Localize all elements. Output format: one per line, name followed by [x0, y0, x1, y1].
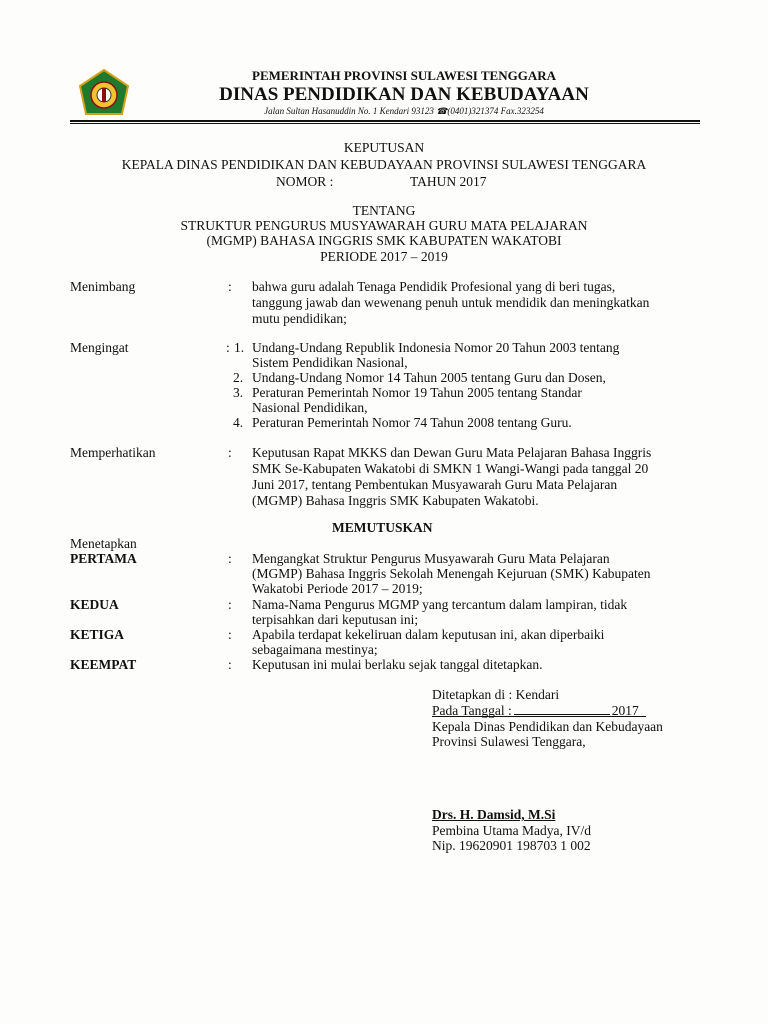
mengingat-item-number: 2.	[233, 370, 244, 385]
subject-line-2: (MGMP) BAHASA INGGRIS SMK KABUPATEN WAKATOBI	[206, 233, 562, 248]
signature-date-underline	[432, 716, 646, 717]
mengingat-item-line: Undang-Undang Nomor 14 Tahun 2005 tentang Guru dan Dosen,	[252, 370, 606, 385]
signatory-name: Drs. H. Damsid, M.Si	[432, 807, 556, 822]
nomor-label: NOMOR :	[276, 174, 334, 189]
signature-position-2: Provinsi Sulawesi Tenggara,	[432, 734, 586, 749]
menimbang-label: Menimbang	[70, 279, 136, 294]
pada-tanggal-label: Pada Tanggal :	[432, 703, 512, 718]
tentang-heading: TENTANG	[352, 203, 416, 218]
memperhatikan-line: SMK Se-Kabupaten Wakatobi di SMKN 1 Wangi-Wangi pada tanggal 20	[252, 461, 649, 476]
memutuskan-heading: MEMUTUSKAN	[332, 520, 433, 535]
memperhatikan-colon: :	[228, 445, 232, 460]
memperhatikan-label: Memperhatikan	[70, 445, 156, 460]
date-blank-line	[514, 713, 610, 715]
menimbang-colon: :	[228, 279, 232, 294]
tahun-label: TAHUN 2017	[410, 174, 487, 189]
mengingat-item-line: Undang-Undang Republik Indonesia Nomor 20 Tahun 2003 tentang	[252, 340, 620, 355]
mengingat-item-line: Nasional Pendidikan,	[252, 400, 368, 415]
menimbang-line: tanggung jawab dan wewenang penuh untuk mendidik dan meningkatkan	[252, 295, 650, 310]
doc-issuer: KEPALA DINAS PENDIDIKAN DAN KEBUDAYAAN PROVINSI SULAWESI TENGGARA	[121, 157, 647, 172]
signatory-rank: Pembina Utama Madya, IV/d	[432, 823, 591, 838]
mengingat-item-number: 1.	[234, 340, 245, 355]
decision-line: Wakatobi Periode 2017 – 2019;	[252, 581, 423, 596]
decision-colon: :	[228, 597, 232, 612]
decision-label-ketiga: KETIGA	[70, 627, 125, 642]
mengingat-colon: :	[226, 340, 230, 355]
decision-line: terpisahkan dari keputusan ini;	[252, 612, 419, 627]
subject-line-3: PERIODE 2017 – 2019	[320, 249, 448, 264]
decision-colon: :	[228, 627, 232, 642]
signatory-nip: Nip. 19620901 198703 1 002	[432, 838, 591, 853]
ditetapkan-di: Ditetapkan di : Kendari	[432, 687, 560, 702]
decision-colon: :	[228, 657, 232, 672]
decision-line: sebagaimana mestinya;	[252, 642, 378, 657]
menetapkan-label: Menetapkan	[70, 536, 137, 551]
letterhead-divider-thin	[70, 123, 700, 124]
decision-colon: :	[228, 551, 232, 566]
decision-label-pertama: PERTAMA	[70, 551, 137, 566]
decision-line: (MGMP) Bahasa Inggris Sekolah Menengah Kejuruan (SMK) Kabupaten	[252, 566, 651, 581]
decision-line: Nama-Nama Pengurus MGMP yang tercantum dalam lampiran, tidak	[252, 597, 628, 612]
memperhatikan-line: (MGMP) Bahasa Inggris SMK Kabupaten Wakatobi.	[252, 493, 539, 508]
subject-line-1: STRUKTUR PENGURUS MUSYAWARAH GURU MATA PELAJARAN	[180, 218, 588, 233]
signature-position-1: Kepala Dinas Pendidikan dan Kebudayaan	[432, 719, 663, 734]
letterhead-address: Jalan Sultan Hasanuddin No. 1 Kendari 93123 ☎(0401)321374 Fax.323254	[264, 106, 544, 116]
letterhead-government: PEMERINTAH PROVINSI SULAWESI TENGGARA	[252, 68, 556, 83]
mengingat-item-line: Peraturan Pemerintah Nomor 74 Tahun 2008 tentang Guru.	[252, 415, 572, 430]
letterhead-divider-thick	[70, 120, 700, 122]
decision-label-keempat: KEEMPAT	[70, 657, 137, 672]
letterhead-agency: DINAS PENDIDIKAN DAN KEBUDAYAAN	[219, 84, 589, 105]
menimbang-line: bahwa guru adalah Tenaga Pendidik Profesional yang di beri tugas,	[252, 279, 616, 294]
decision-label-kedua: KEDUA	[70, 597, 119, 612]
mengingat-item-line: Sistem Pendidikan Nasional,	[252, 355, 408, 370]
pada-tanggal-year: 2017	[611, 703, 639, 718]
memperhatikan-line: Juni 2017, tentang Pembentukan Musyawarah Guru Mata Pelajaran	[252, 477, 618, 492]
mengingat-item-line: Peraturan Pemerintah Nomor 19 Tahun 2005 tentang Standar	[252, 385, 582, 400]
memperhatikan-line: Keputusan Rapat MKKS dan Dewan Guru Mata Pelajaran Bahasa Inggris	[252, 445, 652, 460]
decision-line: Apabila terdapat kekeliruan dalam keputusan ini, akan diperbaiki	[252, 627, 605, 642]
menimbang-line: mutu pendidikan;	[252, 311, 347, 326]
decision-line: Mengangkat Struktur Pengurus Musyawarah Guru Mata Pelajaran	[252, 551, 610, 566]
mengingat-item-number: 3.	[233, 385, 244, 400]
mengingat-item-number: 4.	[233, 415, 244, 430]
mengingat-label: Mengingat	[70, 340, 129, 355]
doc-type-title: KEPUTUSAN	[343, 140, 425, 155]
decision-line: Keputusan ini mulai berlaku sejak tanggal ditetapkan.	[252, 657, 543, 672]
